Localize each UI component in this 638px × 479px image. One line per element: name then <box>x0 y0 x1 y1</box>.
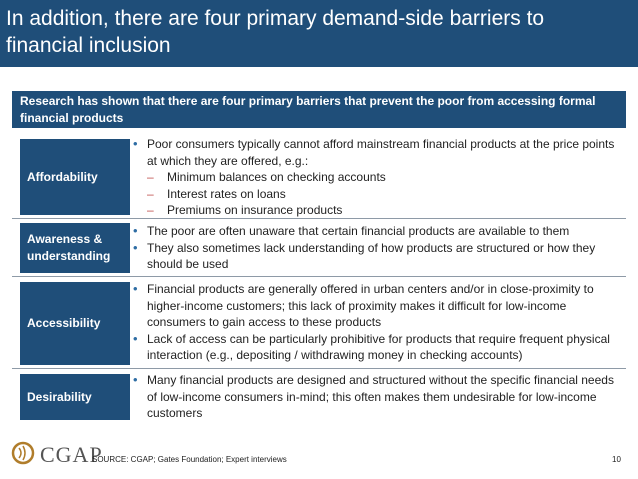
row-label-affordability: Affordability <box>20 139 130 215</box>
row-content-awareness <box>133 223 619 273</box>
bullet-dot-icon: • <box>133 136 138 151</box>
bullet-dot-icon: • <box>133 281 138 296</box>
dash-icon: – <box>147 203 154 217</box>
title-bar <box>0 0 638 67</box>
logo-text: CGAP <box>40 442 103 467</box>
sub-bullet-item <box>133 202 619 219</box>
bullet-item <box>133 223 619 240</box>
box-header: Research has shown that there are four primary barriers that prevent the poor from accessing formal financial products <box>12 91 626 128</box>
bullet-dot-icon: • <box>133 330 138 346</box>
cgap-logo-icon <box>10 440 36 471</box>
bullet-text: Many financial products are designed and structured without the specific financial needs of low-income consumers in-mind; this often makes them undesirable for low-income customers <box>147 373 614 420</box>
slide-title: In addition, there are four primary demand-side barriers to financial inclusion <box>6 7 545 57</box>
row-label-desirability: Desirability <box>20 374 130 420</box>
row-label-awareness: Awareness & understanding <box>20 223 130 273</box>
bullet-text: Lack of access can be particularly prohibitive for products that require frequent physical interaction (e.g., depositing / withdrawing money in checking accounts) <box>147 331 610 362</box>
dash-icon: – <box>147 186 154 201</box>
row-content-desirability <box>133 372 619 422</box>
bullet-item <box>133 240 619 273</box>
bullet-text: Financial products are generally offered in urban centers and/or in close-proximity to higher-income customers; this lack of proximity makes it difficult for low-income consumers to gain access to these products <box>147 282 594 329</box>
row-divider <box>12 276 626 277</box>
dash-icon: – <box>147 170 154 184</box>
source-note: SOURCE: CGAP; Gates Foundation; Expert interviews <box>92 455 287 464</box>
bullet-text: They also sometimes lack understanding of how products are structured or how they should be used <box>147 240 596 271</box>
bullet-dot-icon: • <box>133 372 138 387</box>
row-content-affordability <box>133 136 619 219</box>
bullet-item <box>133 281 619 331</box>
cgap-logo <box>10 440 103 470</box>
sub-bullet-text: Premiums on insurance products <box>167 203 343 217</box>
bullet-item <box>133 331 619 364</box>
row-divider <box>12 218 626 219</box>
bullet-dot-icon: • <box>133 223 138 238</box>
row-divider <box>12 368 626 369</box>
bullet-text: Poor consumers typically cannot afford mainstream financial products at the price points at which they are offered, e.g.: <box>147 137 615 168</box>
page-number: 10 <box>612 455 621 464</box>
sub-bullet-item <box>133 186 619 203</box>
row-label-accessibility: Accessibility <box>20 282 130 365</box>
row-content-accessibility <box>133 281 619 364</box>
bullet-dot-icon: • <box>133 239 138 255</box>
sub-bullet-text: Minimum balances on checking accounts <box>167 170 386 184</box>
bullet-item <box>133 372 619 422</box>
sub-bullet-item <box>133 169 619 186</box>
bullet-text: The poor are often unaware that certain financial products are available to them <box>147 224 570 238</box>
bullet-item <box>133 136 619 169</box>
sub-bullet-text: Interest rates on loans <box>167 186 286 201</box>
